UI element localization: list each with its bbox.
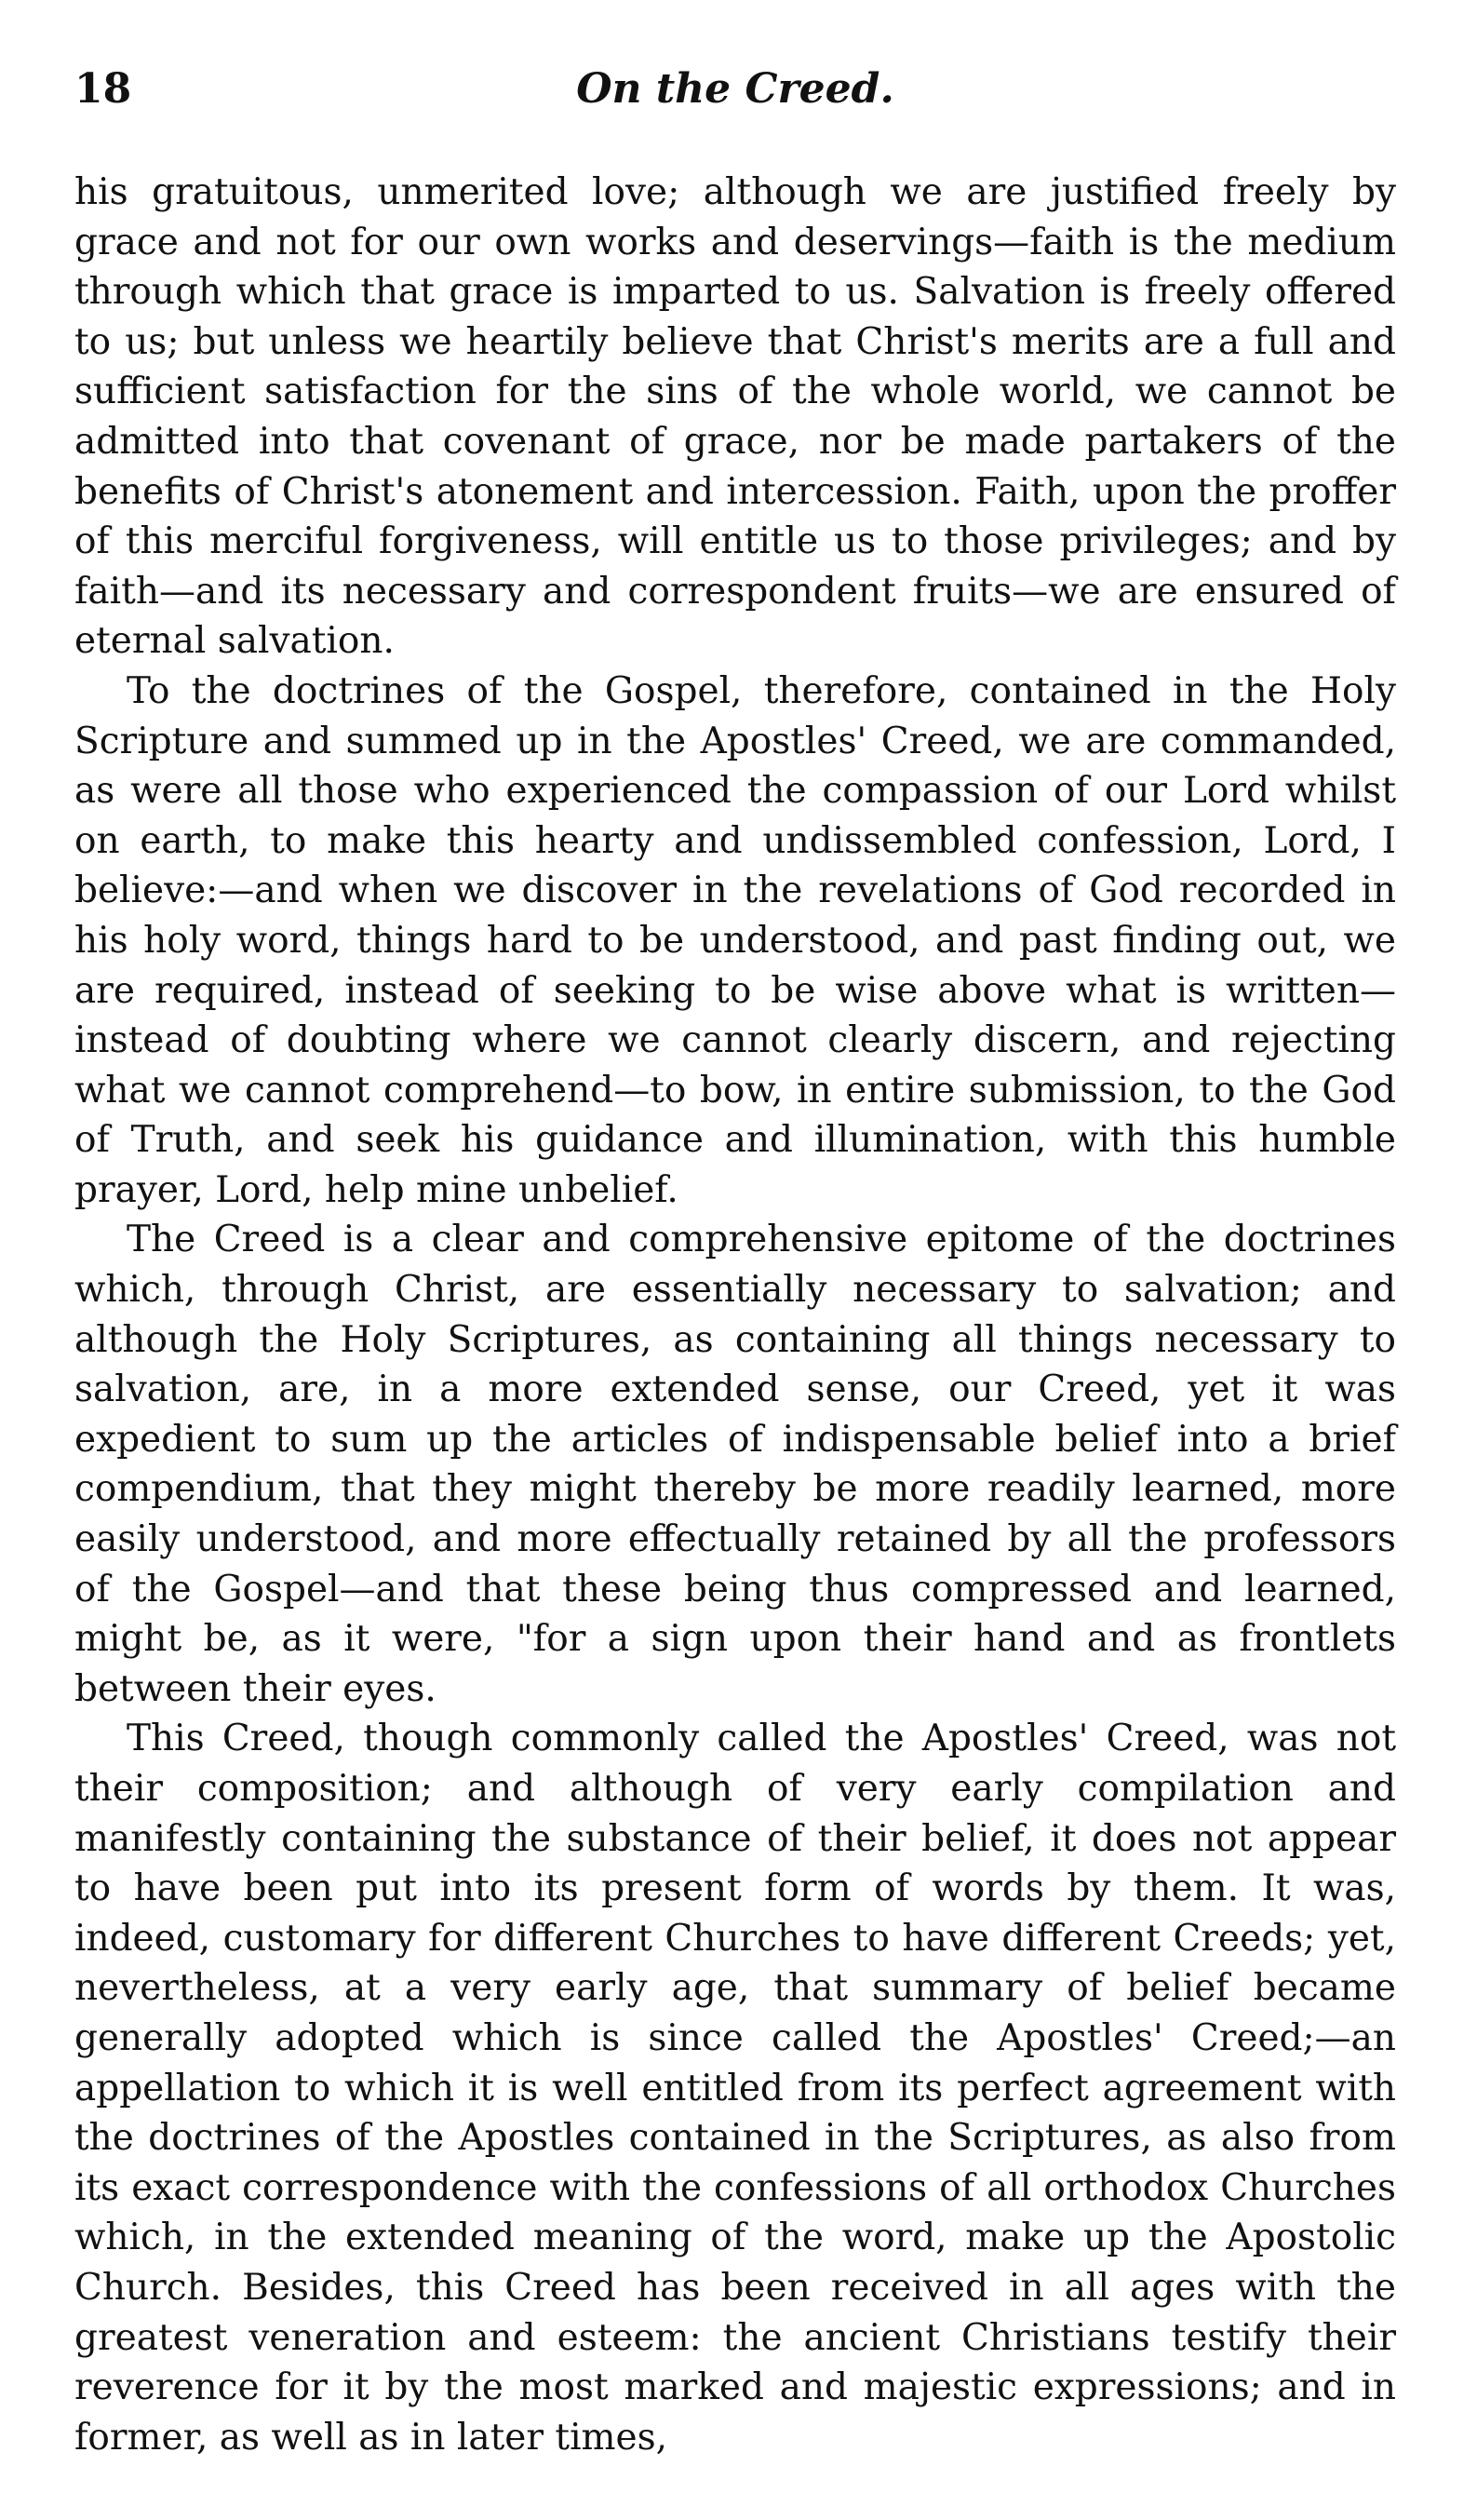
book-page bbox=[74, 65, 1396, 2462]
paragraph-apostles-creed-origin: This Creed, though commonly called the Apostles' Creed, was not their composition; and although of very early compilation and manifestly containing the substance of their belief, it does not appear to have been put into its present form of words by them. It was, indeed, customary for different Churches to have different Creeds; yet, nevertheless, at a very early age, that summary of belief became generally adopted which is since called the Apostles' Creed;—an appellation to which it is well entitled from its perfect agreement with the doctrines of the Apostles contained in the Scriptures, as also from its exact correspondence with the confessions of all orthodox Churches which, in the extended meaning of the word, make up the Apostolic Church. Besides, this Creed has been received in all ages with the greatest veneration and esteem: the ancient Christians testify their reverence for it by the most marked and majestic expressions; and in former, as well as in later times, bbox=[74, 1718, 1396, 2459]
body-text bbox=[74, 168, 1396, 2462]
running-title: On the Creed. bbox=[576, 65, 894, 113]
running-head bbox=[74, 65, 1396, 130]
page-number: 18 bbox=[74, 65, 132, 113]
paragraph-creed-epitome: The Creed is a clear and comprehensive epitome of the doctrines which, through Christ, are essentially necessary to salvation; and although the Holy Scriptures, as containing all things necessary to salvation, are, in a more extended sense, our Creed, yet it was expedient to sum up the articles of indispensable belief into a brief compendium, that they might thereby be more readily learned, more easily understood, and more effectually retained by all the professors of the Gospel—and that these being thus compressed and learned, might be, as it were, "for a sign upon their hand and as frontlets between their eyes. bbox=[74, 1219, 1396, 1710]
paragraph-justification-by-faith: his gratuitous, unmerited love; although we are justified freely by grace and not for our own works and deservings—faith is the medium through which that grace is imparted to us. Salvation is freely offered to us; but unless we heartily believe that Christ's merits are a full and sufficient satisfaction for the sins of the whole world, we cannot be admitted into that covenant of grace, nor be made partakers of the benefits of Christ's atonement and intercession. Faith, upon the proffer of this merciful forgiveness, will entitle us to those privileges; and by faith—and its necessary and correspondent fruits—we are ensured of eternal salvation. bbox=[74, 171, 1396, 663]
paragraph-doctrines-of-gospel: To the doctrines of the Gospel, therefore, contained in the Holy Scripture and summed up in the Apostles' Creed, we are commanded, as were all those who experienced the compassion of our Lord whilst on earth, to make this hearty and undissembled confession, Lord, I believe:—and when we discover in the revelations of God recorded in his holy word, things hard to be understood, and past finding out, we are required, instead of seeking to be wise above what is written—instead of doubting where we cannot clearly discern, and rejecting what we cannot comprehend—to bow, in entire submission, to the God of Truth, and seek his guidance and illumination, with this humble prayer, Lord, help mine unbelief. bbox=[74, 669, 1396, 1211]
